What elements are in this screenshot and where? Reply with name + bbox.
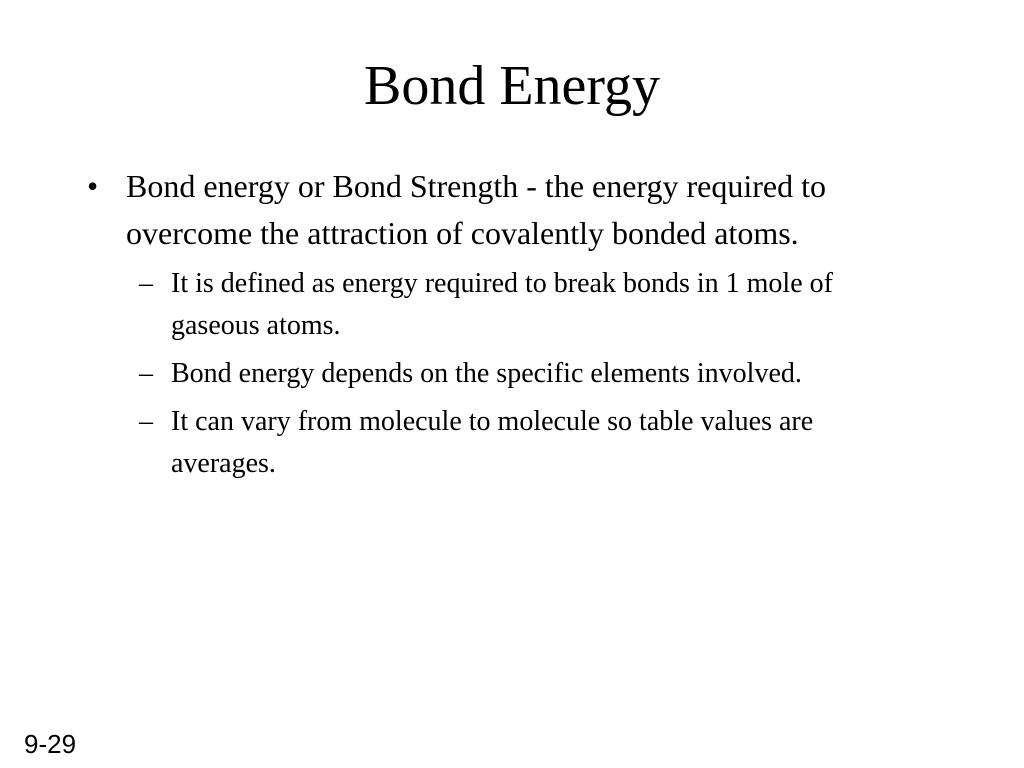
sub-bullet-text: It is defined as energy required to break bonds in 1 mole of gaseous atoms.	[171, 268, 833, 341]
dash-marker: –	[139, 358, 153, 389]
dash-marker: –	[139, 268, 153, 299]
sub-bullet	[139, 353, 917, 395]
sub-bullet-text: Bond energy depends on the specific elements involved.	[171, 358, 802, 389]
sub-bullet	[139, 263, 917, 347]
dash-marker: –	[139, 406, 153, 437]
sub-bullet	[139, 401, 917, 485]
sub-bullet-list	[139, 263, 917, 485]
slide-title: Bond Energy	[363, 55, 661, 117]
main-bullet-text: Bond energy or Bond Strength - the energy required to overcome the attraction of covalently bonded atoms.	[126, 168, 826, 251]
main-bullet	[87, 163, 917, 257]
slide-content	[87, 163, 917, 485]
slide-number: 9-29	[24, 729, 77, 759]
sub-bullet-text: It can vary from molecule to molecule so table values are averages.	[171, 406, 814, 479]
bullet-marker: •	[87, 168, 99, 204]
